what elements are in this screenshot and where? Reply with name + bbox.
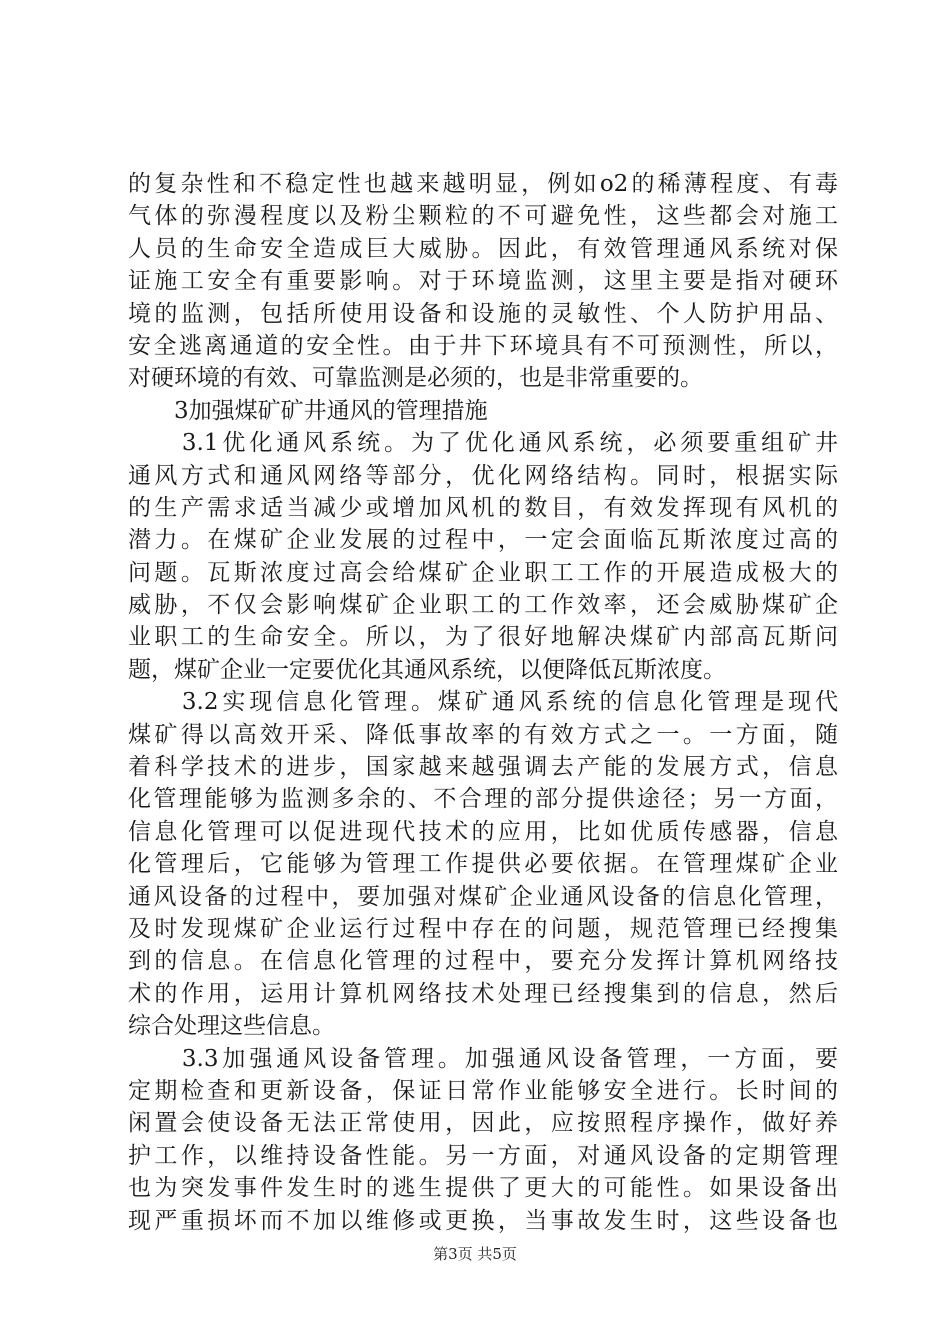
body-line: 对硬环境的有效、可靠监测是必须的，也是非常重要的。 xyxy=(128,365,703,392)
body-line: 化管理后，它能够为管理工作提供必要依据。在管理煤矿企业 xyxy=(128,851,838,878)
body-line: 定期检查和更新设备，保证日常作业能够安全进行。长时间的 xyxy=(128,1077,838,1104)
body-line: 着科学技术的进步，国家越来越强调去产能的发展方式，信息 xyxy=(128,754,838,781)
body-line: 综合处理这些信息。 xyxy=(128,1013,335,1040)
document-body xyxy=(128,168,838,1237)
body-line: 及时发现煤矿企业运行过程中存在的问题，规范管理已经搜集 xyxy=(128,915,838,942)
body-line: 信息化管理可以促进现代技术的应用，比如优质传感器，信息 xyxy=(128,818,838,845)
body-line: 也为突发事件发生时的逃生提供了更大的可能性。如果设备出 xyxy=(128,1175,838,1202)
body-line: 证施工安全有重要影响。对于环境监测，这里主要是指对硬环 xyxy=(128,268,838,295)
body-line: 通风方式和通风网络等部分，优化网络结构。同时，根据实际 xyxy=(128,462,838,489)
body-line: 化管理能够为监测多余的、不合理的部分提供途径；另一方面， xyxy=(128,786,838,813)
body-line: 气体的弥漫程度以及粉尘颗粒的不可避免性，这些都会对施工 xyxy=(128,203,838,230)
body-line: 境的监测，包括所使用设备和设施的灵敏性、个人防护用品、 xyxy=(128,300,838,327)
body-line: 题，煤矿企业一定要优化其通风系统，以便降低瓦斯浓度。 xyxy=(128,656,726,683)
body-line: 业职工的生命安全。所以，为了很好地解决煤矿内部高瓦斯问 xyxy=(128,624,838,651)
body-line: 到的信息。在信息化管理的过程中，要充分发挥计算机网络技 xyxy=(128,948,838,975)
body-line: 现严重损坏而不加以维修或更换，当事故发生时，这些设备也 xyxy=(128,1207,838,1234)
section-heading: 3加强煤矿矿井通风的管理措施 xyxy=(128,397,488,424)
body-line: 人员的生命安全造成巨大威胁。因此，有效管理通风系统对保 xyxy=(128,235,838,262)
body-line: 3.1优化通风系统。为了优化通风系统，必须要重组矿井 xyxy=(128,430,838,457)
body-line: 潜力。在煤矿企业发展的过程中，一定会面临瓦斯浓度过高的 xyxy=(128,527,838,554)
body-line: 护工作，以维持设备性能。另一方面，对通风设备的定期管理 xyxy=(128,1142,838,1169)
body-line: 3.2实现信息化管理。煤矿通风系统的信息化管理是现代 xyxy=(128,689,838,716)
body-line: 术的作用，运用计算机网络技术处理已经搜集到的信息，然后 xyxy=(128,980,838,1007)
body-line: 闲置会使设备无法正常使用，因此，应按照程序操作，做好养 xyxy=(128,1110,838,1137)
body-line: 安全逃离通道的安全性。由于井下环境具有不可预测性，所以， xyxy=(128,332,838,359)
body-line: 通风设备的过程中，要加强对煤矿企业通风设备的信息化管理， xyxy=(128,883,838,910)
body-line: 3.3加强通风设备管理。加强通风设备管理，一方面，要 xyxy=(128,1045,838,1072)
body-line: 煤矿得以高效开采、降低事故率的有效方式之一。一方面，随 xyxy=(128,721,838,748)
body-line: 的复杂性和不稳定性也越来越明显，例如o2的稀薄程度、有毒 xyxy=(128,171,838,197)
body-line: 威胁，不仅会影响煤矿企业职工的工作效率，还会威胁煤矿企 xyxy=(128,592,838,619)
body-line: 的生产需求适当减少或增加风机的数目，有效发挥现有风机的 xyxy=(128,494,838,521)
body-line: 问题。瓦斯浓度过高会给煤矿企业职工工作的开展造成极大的 xyxy=(128,559,838,586)
page-number-footer: 第3页 共5页 xyxy=(433,1245,517,1263)
